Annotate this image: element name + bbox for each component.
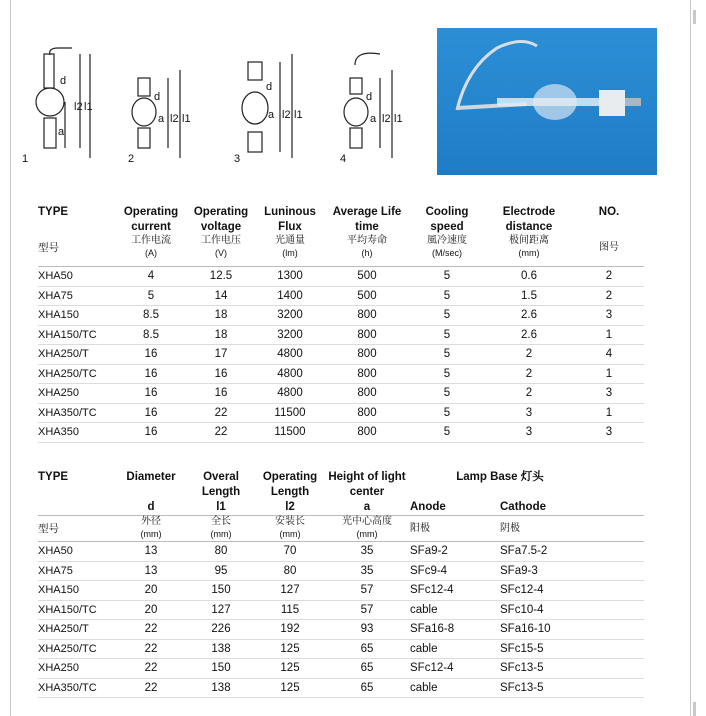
table-cell: XHA250/TC	[38, 639, 116, 659]
table-cell: 80	[186, 542, 256, 562]
table-cell: 800	[324, 423, 410, 443]
table-cell: 8.5	[116, 325, 186, 345]
table-cell: XHA350/TC	[38, 403, 116, 423]
table-cell: XHA75	[38, 286, 116, 306]
table-cell: 5	[410, 267, 484, 287]
dimension-spec-table: TYPE Diameter Overal Length Operating Length Height of light center Lamp Base 灯头 d l1 l2 a Anode Cathode 型号 外径 (mm) 全长 (mm) 安装长 (mm) 光中心高度 (mm) 阳极 阴极 XHA50 13 80 70 35 SFa9-2 SFa7.5-2 XHA75 13 95 80 35 SFc9-4 SFa9-3 XHA150 20 150 127 57 SFc12-4 SFc12-4 XHA150/TC 20 127 115 57 cable SFc10-4 XHA250/T 22 226 192 93 SFa16-8 SFa16-10 XHA250/TC 22 138 125 65 cable SFc15-5 XHA250 22 150 125 65 SFc12-4 SFc13-5 XHA350/TC 22 138 125 65 cable SFc13-5	[38, 470, 644, 698]
table-cell: 20	[116, 581, 186, 601]
table-cell: 127	[186, 600, 256, 620]
table-cell: 2	[574, 286, 644, 306]
table-cell: 13	[116, 542, 186, 562]
table-cell: SFc13-5	[500, 659, 590, 679]
table-row	[38, 384, 644, 404]
table-cell: 2	[484, 345, 574, 365]
table-cell: 138	[186, 678, 256, 698]
table-cell: 16	[116, 423, 186, 443]
table-cell: 3200	[256, 306, 324, 326]
table-cell: 5	[410, 403, 484, 423]
table-cell: 800	[324, 403, 410, 423]
table-row	[38, 267, 644, 287]
table-cell: 500	[324, 286, 410, 306]
table-cell: 3	[574, 306, 644, 326]
table-cell: 57	[324, 581, 410, 601]
table-cell: XHA250/T	[38, 620, 116, 640]
table-cell: SFa7.5-2	[500, 542, 590, 562]
table-cell: 65	[324, 639, 410, 659]
svg-text:a: a	[268, 109, 275, 121]
svg-text:a: a	[158, 113, 165, 125]
table-cell: XHA150/TC	[38, 325, 116, 345]
table-row	[38, 345, 644, 365]
table-cell: 3	[484, 423, 574, 443]
table-cell: XHA50	[38, 542, 116, 562]
table-cell: 14	[186, 286, 256, 306]
table-cell: 4800	[256, 364, 324, 384]
lamp-photo	[437, 28, 657, 175]
table-cell: 125	[256, 639, 324, 659]
table-cell: 2.6	[484, 306, 574, 326]
table-cell: 16	[186, 384, 256, 404]
table-cell: 500	[324, 267, 410, 287]
table-cell: 3	[574, 384, 644, 404]
table-row	[38, 561, 644, 581]
table-cell: SFa9-3	[500, 561, 590, 581]
table-cell: XHA250/T	[38, 345, 116, 365]
table-cell: 1.5	[484, 286, 574, 306]
diagram-number: 2	[128, 153, 135, 165]
table-cell: 11500	[256, 403, 324, 423]
page-border-right	[690, 0, 691, 716]
table-cell: 5	[410, 423, 484, 443]
svg-text:d: d	[60, 75, 67, 87]
table-cell: 800	[324, 384, 410, 404]
table-cell: 1300	[256, 267, 324, 287]
table-cell: 1400	[256, 286, 324, 306]
table-cell: XHA350/TC	[38, 678, 116, 698]
table-row	[38, 542, 644, 562]
table-cell: 5	[410, 286, 484, 306]
electrical-spec-table: TYPE Operating current Operating voltage Luninous Flux Average Life time Cooling speed Electrode distance NO. 型号 工作电流 (A) 工作电压 (V) 光通量 (lm) 平均寿命 (h) 風冷速度 (M/sec) 极间距离 (mm) 图号 XHA50 4 12.5 1300 500 5 0.6 2 XHA75 5 14 1400 500 5 1.5 2 XHA150 8.5 18 3200 800 5 2.6 3 XHA150/TC 8.5 18 3200 800 5 2.6 1 XHA250/T 16 17 4800 800 5 2 4 XHA250/TC 16 16 4800 800 5 2 1 XHA250 16 16 4800 800 5 2 3 XHA350/TC 16 22 11500 800 5 3 1 XHA350 16 22 11500 800 5 3 3	[38, 205, 644, 443]
xenon-lamp-image	[437, 28, 657, 175]
svg-text:d: d	[266, 81, 273, 93]
svg-text:l2: l2	[282, 109, 291, 121]
table-cell: 17	[186, 345, 256, 365]
table-cell: 138	[186, 639, 256, 659]
table-cell: 16	[116, 345, 186, 365]
table-cell: 13	[116, 561, 186, 581]
table-cell: 800	[324, 345, 410, 365]
table-cell: 35	[324, 561, 410, 581]
table-cell: 150	[186, 659, 256, 679]
svg-text:l2: l2	[382, 113, 391, 125]
table-cell: 16	[116, 403, 186, 423]
table-cell: 3	[574, 423, 644, 443]
table-cell: SFc12-4	[410, 581, 500, 601]
table-cell: 2	[484, 364, 574, 384]
table-cell: 3	[484, 403, 574, 423]
table-cell: 4800	[256, 384, 324, 404]
table-cell: cable	[410, 639, 500, 659]
table-cell: 5	[116, 286, 186, 306]
table-cell: XHA250	[38, 659, 116, 679]
table-cell: 22	[116, 639, 186, 659]
table-cell: 150	[186, 581, 256, 601]
table-cell: 12.5	[186, 267, 256, 287]
table-cell: 80	[256, 561, 324, 581]
table-cell: 2.6	[484, 325, 574, 345]
table-row	[38, 620, 644, 640]
table-row	[38, 639, 644, 659]
table-cell: 18	[186, 306, 256, 326]
svg-text:l1: l1	[394, 113, 403, 125]
svg-text:l1: l1	[294, 109, 303, 121]
svg-text:l1: l1	[182, 113, 191, 125]
table-row	[38, 325, 644, 345]
table-cell: cable	[410, 678, 500, 698]
table-cell: SFc15-5	[500, 639, 590, 659]
table-cell: 226	[186, 620, 256, 640]
table-cell: 5	[410, 306, 484, 326]
diagram-number: 4	[340, 153, 347, 165]
table-cell: 1	[574, 325, 644, 345]
lamp-dimension-diagrams	[20, 40, 430, 170]
scrollbar-mark	[693, 702, 696, 716]
table-row	[38, 600, 644, 620]
table-cell: 8.5	[116, 306, 186, 326]
table-row	[38, 678, 644, 698]
table-row	[38, 581, 644, 601]
diagram-number: 3	[234, 153, 241, 165]
table-cell: 1	[574, 364, 644, 384]
table-cell: 16	[116, 364, 186, 384]
table-cell: 125	[256, 678, 324, 698]
table-row	[38, 306, 644, 326]
table-cell: XHA250	[38, 384, 116, 404]
table-cell: XHA350	[38, 423, 116, 443]
diagram-number: 1	[22, 153, 29, 165]
table-cell: 65	[324, 659, 410, 679]
table-cell: 22	[116, 659, 186, 679]
table-cell: 35	[324, 542, 410, 562]
table-cell: 1	[574, 403, 644, 423]
table-cell: 4	[574, 345, 644, 365]
table-cell: 57	[324, 600, 410, 620]
table-cell: 11500	[256, 423, 324, 443]
table-cell: XHA50	[38, 267, 116, 287]
scrollbar-mark	[693, 10, 696, 24]
table-cell: cable	[410, 600, 500, 620]
table-row	[38, 286, 644, 306]
table-cell: 16	[186, 364, 256, 384]
table-cell: SFc12-4	[500, 581, 590, 601]
table-cell: 800	[324, 325, 410, 345]
table-row	[38, 364, 644, 384]
page-border-left	[10, 0, 11, 716]
table-cell: 5	[410, 325, 484, 345]
table-cell: 800	[324, 306, 410, 326]
table-cell: 70	[256, 542, 324, 562]
table-cell: XHA150/TC	[38, 600, 116, 620]
table-cell: 5	[410, 345, 484, 365]
table-cell: 4800	[256, 345, 324, 365]
table-cell: 22	[186, 423, 256, 443]
table-cell: SFc12-4	[410, 659, 500, 679]
table-cell: 22	[186, 403, 256, 423]
table-cell: 95	[186, 561, 256, 581]
table-cell: 115	[256, 600, 324, 620]
table-cell: 65	[324, 678, 410, 698]
table-cell: 3200	[256, 325, 324, 345]
table-cell: XHA150	[38, 306, 116, 326]
svg-text:l2: l2	[74, 101, 83, 113]
svg-text:l2: l2	[170, 113, 179, 125]
table-cell: 192	[256, 620, 324, 640]
table-cell: 127	[256, 581, 324, 601]
table-cell: 800	[324, 364, 410, 384]
table-cell: XHA75	[38, 561, 116, 581]
table-cell: 4	[116, 267, 186, 287]
table-cell: 2	[484, 384, 574, 404]
svg-text:d: d	[366, 91, 373, 103]
table-row	[38, 423, 644, 443]
table-cell: 125	[256, 659, 324, 679]
table-cell: 16	[116, 384, 186, 404]
table-cell: 5	[410, 384, 484, 404]
table-cell: SFc13-5	[500, 678, 590, 698]
svg-text:a: a	[58, 126, 65, 138]
table-cell: 2	[574, 267, 644, 287]
svg-text:a: a	[370, 113, 377, 125]
table-cell: 0.6	[484, 267, 574, 287]
table-cell: SFc10-4	[500, 600, 590, 620]
table-cell: SFc9-4	[410, 561, 500, 581]
svg-text:l1: l1	[84, 101, 93, 113]
table-cell: 20	[116, 600, 186, 620]
table-row	[38, 403, 644, 423]
table-cell: 5	[410, 364, 484, 384]
table-cell: XHA250/TC	[38, 364, 116, 384]
table-cell: SFa16-8	[410, 620, 500, 640]
table-cell: 93	[324, 620, 410, 640]
table-row	[38, 659, 644, 679]
table-cell: SFa16-10	[500, 620, 590, 640]
svg-text:d: d	[154, 91, 161, 103]
table-cell: 22	[116, 620, 186, 640]
table-cell: SFa9-2	[410, 542, 500, 562]
table-cell: XHA150	[38, 581, 116, 601]
table-cell: 22	[116, 678, 186, 698]
table-cell: 18	[186, 325, 256, 345]
